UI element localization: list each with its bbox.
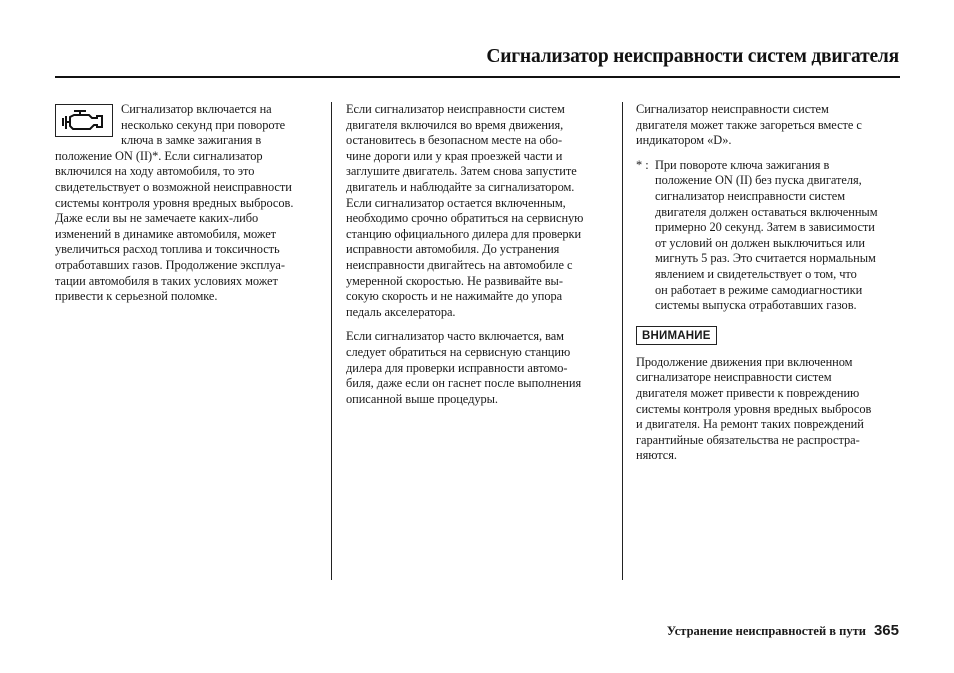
text-line: Если сигнализатор часто включается, вам <box>346 329 564 344</box>
footnote-marker: * : <box>636 157 649 172</box>
text-line: системы контроля уровня вредных выбросов. <box>55 195 294 210</box>
text-line: станцию официального дилера для проверки <box>346 226 582 241</box>
text-line: дилера для проверки исправности автомо- <box>346 360 568 375</box>
text-line: положение ON (II) без пуска двигателя, <box>655 173 862 188</box>
text-line: несколько секунд при повороте <box>121 117 286 132</box>
text-line: двигателя может также загореться вместе с <box>636 117 862 132</box>
paragraph-d-indicator <box>636 102 906 149</box>
column-3 <box>636 102 906 464</box>
text-line: педаль акселератора. <box>346 304 456 319</box>
text-line: отработавших газов. Продолжение эксплуа- <box>55 257 285 272</box>
text-line: Продолжение движения при включенном <box>636 354 853 369</box>
text-line: тации автомобиля в таких условиях может <box>55 273 278 288</box>
text-line: двигатель и наблюдайте за сигнализатором. <box>346 179 575 194</box>
page-title: Сигнализатор неисправности систем двигателя <box>486 46 899 67</box>
text-line: увеличиться расход топлива и токсичность <box>55 242 280 257</box>
text-line: двигателя может привести к повреждению <box>636 385 860 400</box>
column-divider-1 <box>331 102 332 580</box>
text-line: При повороте ключа зажигания в <box>655 157 830 172</box>
text-line: умеренной скоростью. Не развивайте вы- <box>346 273 563 288</box>
text-line: биля, даже если он гаснет после выполнения <box>346 376 582 391</box>
page-footer <box>667 622 899 639</box>
text-line: Сигнализатор включается на <box>121 102 272 116</box>
text-line: остановитесь в безопасном месте на обо- <box>346 133 563 148</box>
text-line: сигнализатор неисправности систем <box>655 188 846 203</box>
footnote <box>636 158 906 314</box>
text-line: Если сигнализатор остается включенным, <box>346 195 566 210</box>
text-line: Даже если вы не замечаете каких-либо <box>55 211 259 226</box>
paragraph-spacer <box>346 320 614 329</box>
text-line: заглушите двигатель. Затем снова запустите <box>346 164 577 179</box>
text-line: и двигателя. На ремонт таких повреждений <box>636 417 864 432</box>
text-line: Если сигнализатор неисправности систем <box>346 102 565 116</box>
text-line: следует обратиться на сервисную станцию <box>346 344 571 359</box>
column-divider-2 <box>622 102 623 580</box>
paragraph-frequent <box>346 329 614 407</box>
text-line: сигнализаторе неисправности систем <box>636 370 832 385</box>
text-line: включился на ходу автомобиля, то это <box>55 164 255 179</box>
text-line: мигнуть 5 раз. Это считается нормальным <box>655 251 876 266</box>
paragraph-driving <box>346 102 614 320</box>
text-line: описанной выше процедуры. <box>346 391 498 406</box>
text-line: чине дороги или у края проезжей части и <box>346 148 563 163</box>
text-line: явлением и свидетельствует о том, что <box>655 266 857 281</box>
text-line: примерно 20 секунд. Затем в зависимости <box>655 220 875 235</box>
warning-text <box>636 355 906 464</box>
text-line: исправности автомобиля. До устранения <box>346 242 560 257</box>
column-1 <box>55 102 323 305</box>
text-line: от условий он должен выключиться или <box>655 235 865 250</box>
text-line: Сигнализатор неисправности систем <box>636 102 829 116</box>
column-2 <box>346 102 614 407</box>
page-number: 365 <box>873 622 899 639</box>
text-line: няются. <box>636 448 677 463</box>
text-line: изменений в динамике автомобиля, может <box>55 226 277 241</box>
text-line: он работает в режиме самодиагностики <box>655 282 863 297</box>
text-line: свидетельствует о возможной неисправности <box>55 179 292 194</box>
warning-badge: ВНИМАНИЕ <box>636 326 717 345</box>
text-line: двигателя включился во время движения, <box>346 117 564 132</box>
text-line: индикатором «D». <box>636 133 732 148</box>
text-line: системы контроля уровня вредных выбросов <box>636 401 872 416</box>
text-line: системы выпуска отработавших газов. <box>655 298 857 313</box>
text-line: неисправности двигайтесь на автомобиле с <box>346 257 573 272</box>
footer-section-title: Устранение неисправностей в пути <box>666 624 866 638</box>
text-line: сокую скорость и не нажимайте до упора <box>346 289 563 304</box>
text-line: привести к серьезной поломке. <box>55 289 218 304</box>
text-line: ключа в замке зажигания в <box>121 133 262 148</box>
text-line: гарантийные обязательства не распростра- <box>636 432 860 447</box>
paragraph-spacer <box>636 149 906 158</box>
title-rule <box>55 76 900 78</box>
text-line: положение ON (II)*. Если сигнализатор <box>55 148 263 163</box>
text-line: необходимо срочно обратиться на сервисную <box>346 211 584 226</box>
check-engine-icon <box>55 104 113 137</box>
text-line: двигателя должен оставаться включенным <box>655 204 878 219</box>
